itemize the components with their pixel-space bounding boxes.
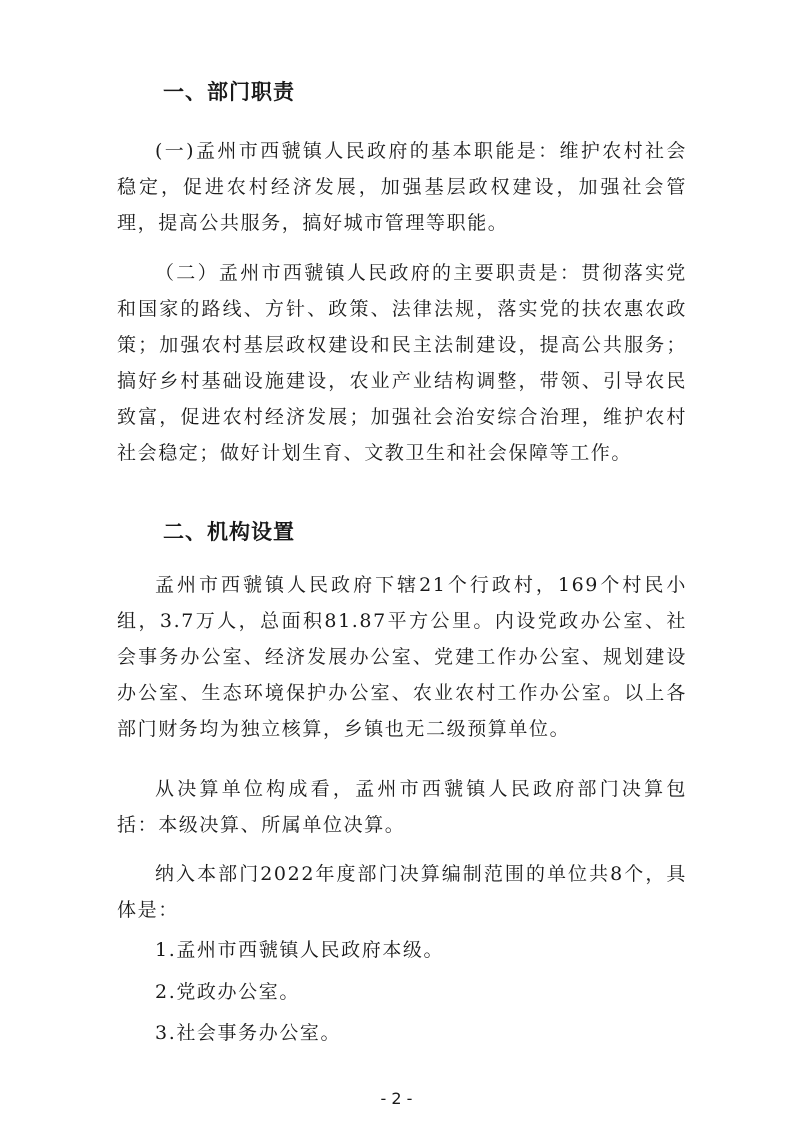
paragraph-budget-scope: 纳入本部门2022年度部门决算编制范围的单位共8个，具体是：: [117, 863, 687, 921]
paragraph-budget-composition: 从决算单位构成看，孟州市西虢镇人民政府部门决算包括：本级决算、所属单位决算。: [117, 778, 687, 836]
list-item-unit-1: 1.孟州市西虢镇人民政府本级。: [155, 939, 445, 961]
list-item-unit-3: 3.社会事务办公室。: [155, 1022, 342, 1044]
list-item-unit-2: 2.党政办公室。: [155, 981, 300, 1003]
page-number: - 2 -: [380, 1089, 413, 1108]
section-heading-responsibilities: 一、部门职责: [163, 80, 295, 104]
section-heading-organization: 二、机构设置: [163, 520, 295, 544]
paragraph-basic-functions: (一)孟州市西虢镇人民政府的基本职能是：维护农村社会稳定，促进农村经济发展，加强基层政权建设，加强社会管理，提高公共服务，搞好城市管理等职能。: [117, 140, 687, 234]
paragraph-organization-overview: 孟州市西虢镇人民政府下辖21个行政村，169个村民小组，3.7万人，总面积81.87平方公里。内设党政办公室、社会事务办公室、经济发展办公室、党建工作办公室、规划建设办公室、生态环境保护办公室、农业农村工作办公室。以上各部门财务均为独立核算，乡镇也无二级预算单位。: [117, 574, 687, 740]
paragraph-main-duties: （二）孟州市西虢镇人民政府的主要职责是：贯彻落实党和国家的路线、方针、政策、法律法规，落实党的扶农惠农政策；加强农村基层政权建设和民主法制建设，提高公共服务；搞好乡村基础设施建设，农业产业结构调整，带领、引导农民致富，促进农村经济发展；加强社会治安综合治理，维护农村社会稳定；做好计划生育、文教卫生和社会保障等工作。: [117, 262, 687, 464]
